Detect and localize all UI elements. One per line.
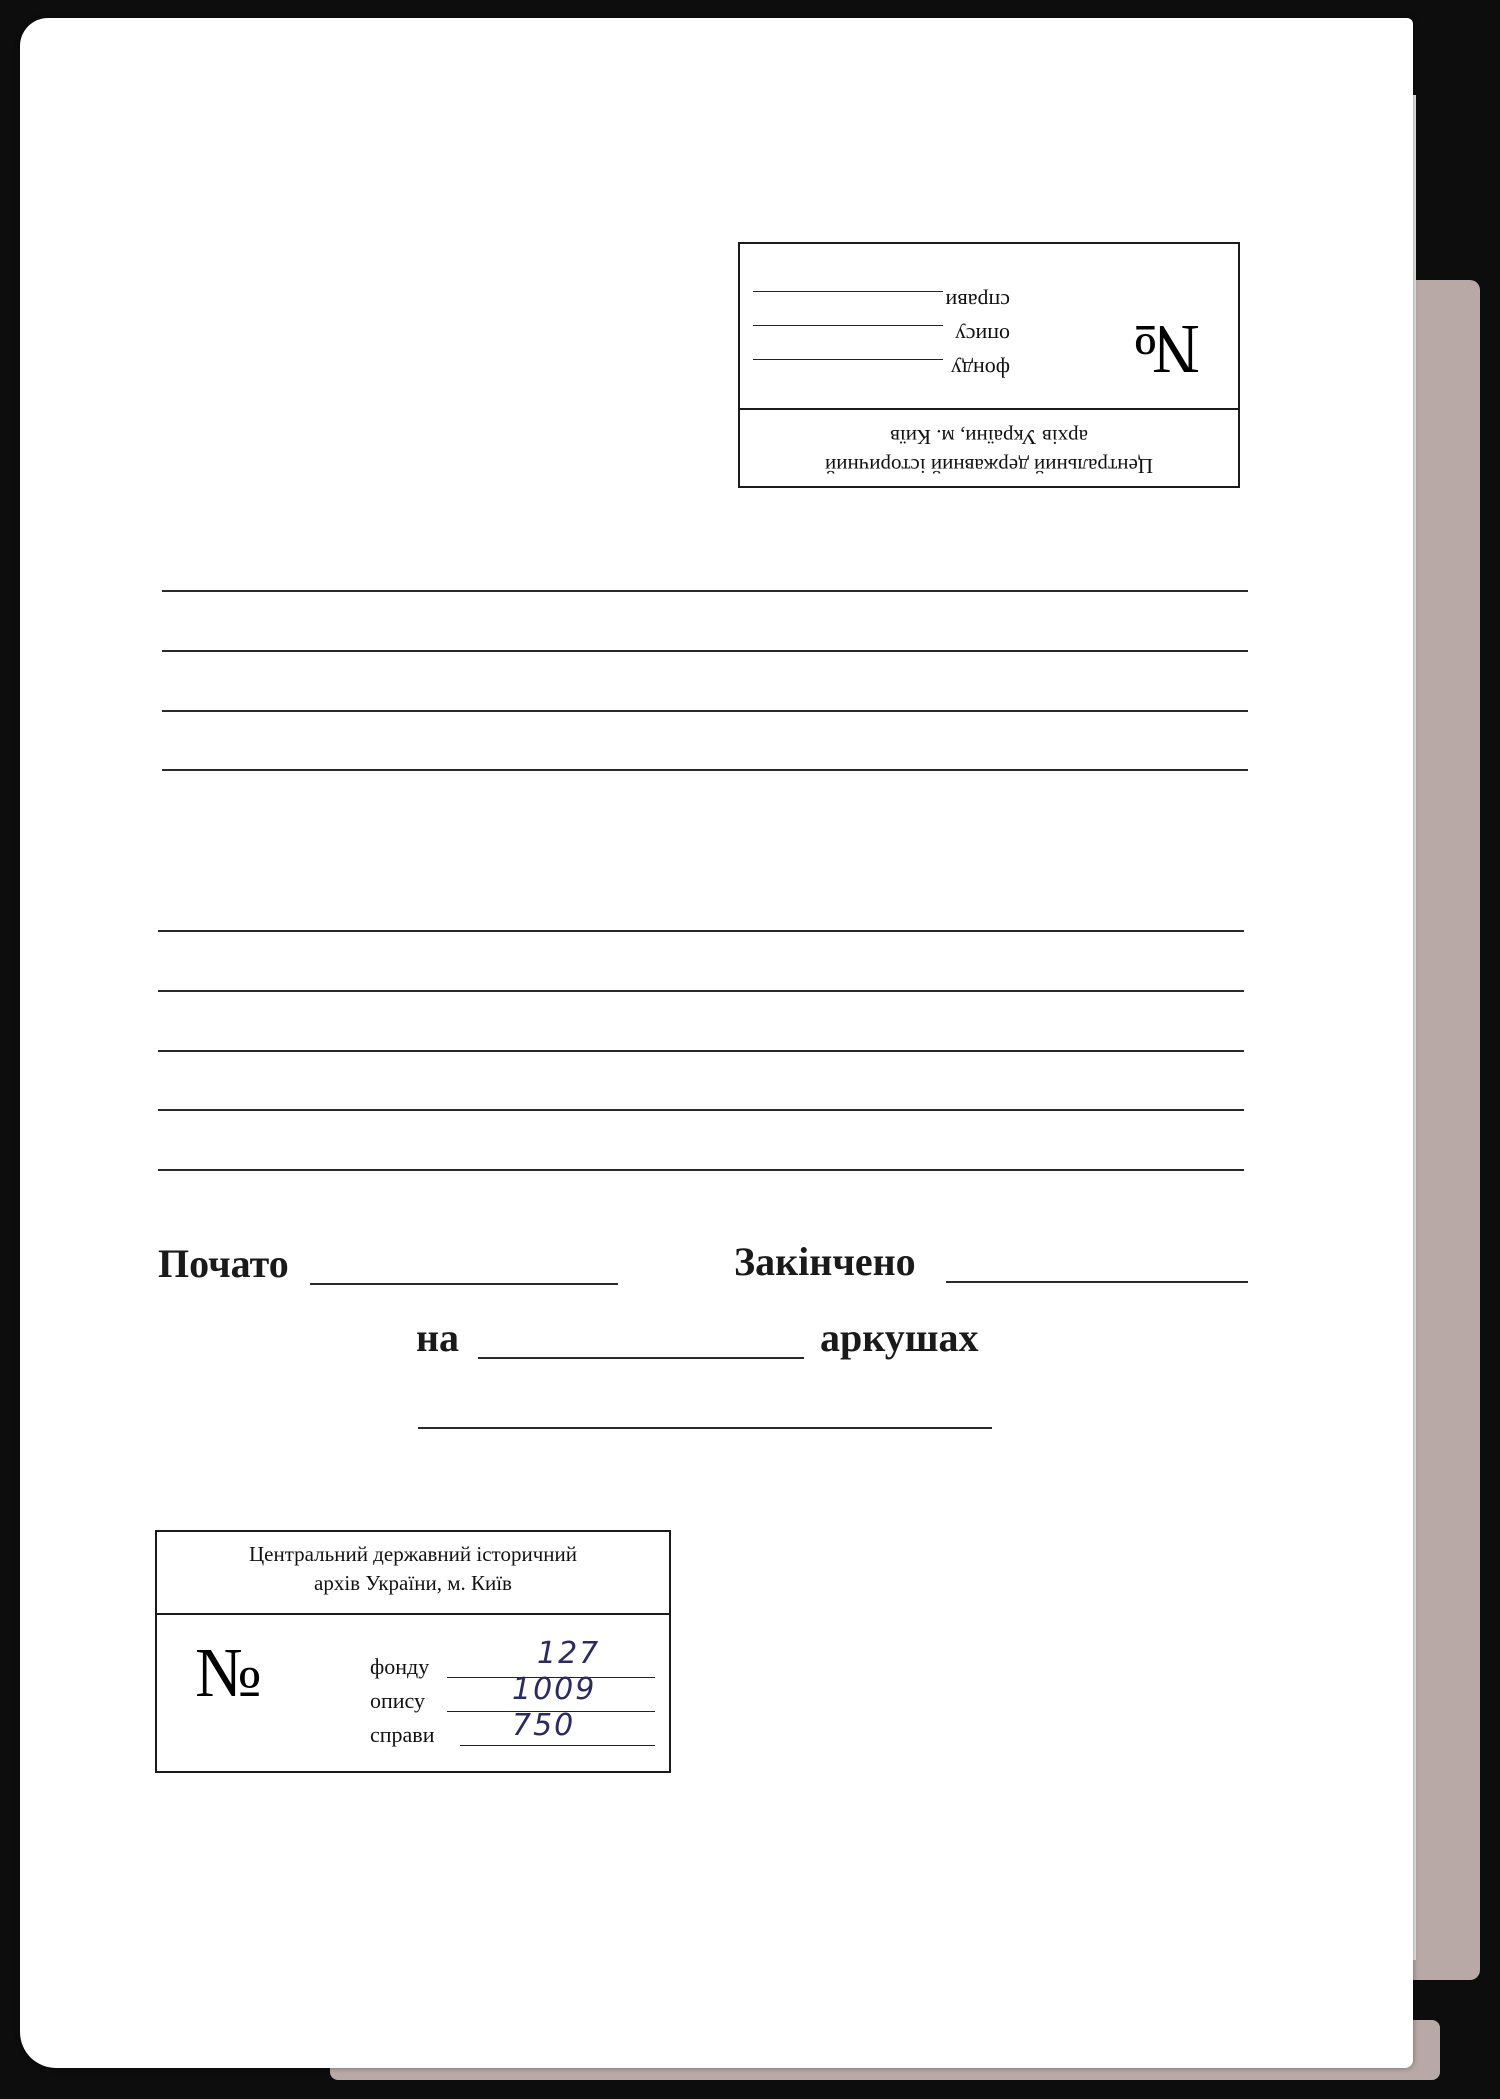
sprava-line (460, 1745, 655, 1746)
finished-label: Закінчено (734, 1239, 916, 1284)
number-sign: № (1133, 310, 1200, 387)
fond-value-handwritten: 127 (537, 1636, 601, 1671)
stamp-archive-line2: архів України, м. Київ (890, 425, 1088, 449)
document-cover (20, 18, 1413, 2068)
extra-line (418, 1427, 992, 1429)
description-line (158, 1050, 1244, 1052)
stamp-divider (740, 408, 1238, 410)
sprava-label: справи (945, 289, 1010, 314)
stamp-divider (157, 1613, 669, 1615)
title-line (162, 650, 1248, 652)
on-label: на (416, 1315, 460, 1360)
stamp-archive-name (157, 1540, 669, 1598)
fond-label: фонду (370, 1654, 430, 1679)
description-line (158, 930, 1244, 932)
sprava-line (753, 291, 943, 292)
fond-label: фонду (950, 357, 1010, 382)
stamp-archive-line1: Центральний державний історичний (249, 1542, 577, 1566)
opys-label: опису (370, 1688, 426, 1713)
title-line (162, 590, 1248, 592)
sprava-value-handwritten: 750 (512, 1708, 576, 1743)
description-line (158, 1169, 1244, 1171)
title-line (162, 769, 1248, 771)
stamp-archive-name (740, 422, 1238, 480)
stamp-archive-line1: Центральний державний історичний (825, 454, 1153, 478)
opys-line (753, 325, 943, 326)
sheets-label: аркушах (820, 1315, 979, 1360)
description-line (158, 990, 1244, 992)
archive-stamp-top (738, 242, 1240, 488)
title-line (162, 710, 1248, 712)
archive-stamp-bottom (155, 1530, 671, 1773)
opys-value-handwritten: 1009 (512, 1672, 597, 1707)
sprava-label: справи (370, 1722, 435, 1747)
finished-line (946, 1281, 1248, 1283)
stamp-archive-line2: архів України, м. Київ (314, 1571, 512, 1595)
opys-label: опису (954, 323, 1010, 348)
started-line (310, 1283, 618, 1285)
started-label: Почато (158, 1241, 289, 1286)
description-line (158, 1109, 1244, 1111)
sheets-count-line (478, 1357, 804, 1359)
number-sign: № (195, 1635, 262, 1712)
fond-line (753, 359, 943, 360)
